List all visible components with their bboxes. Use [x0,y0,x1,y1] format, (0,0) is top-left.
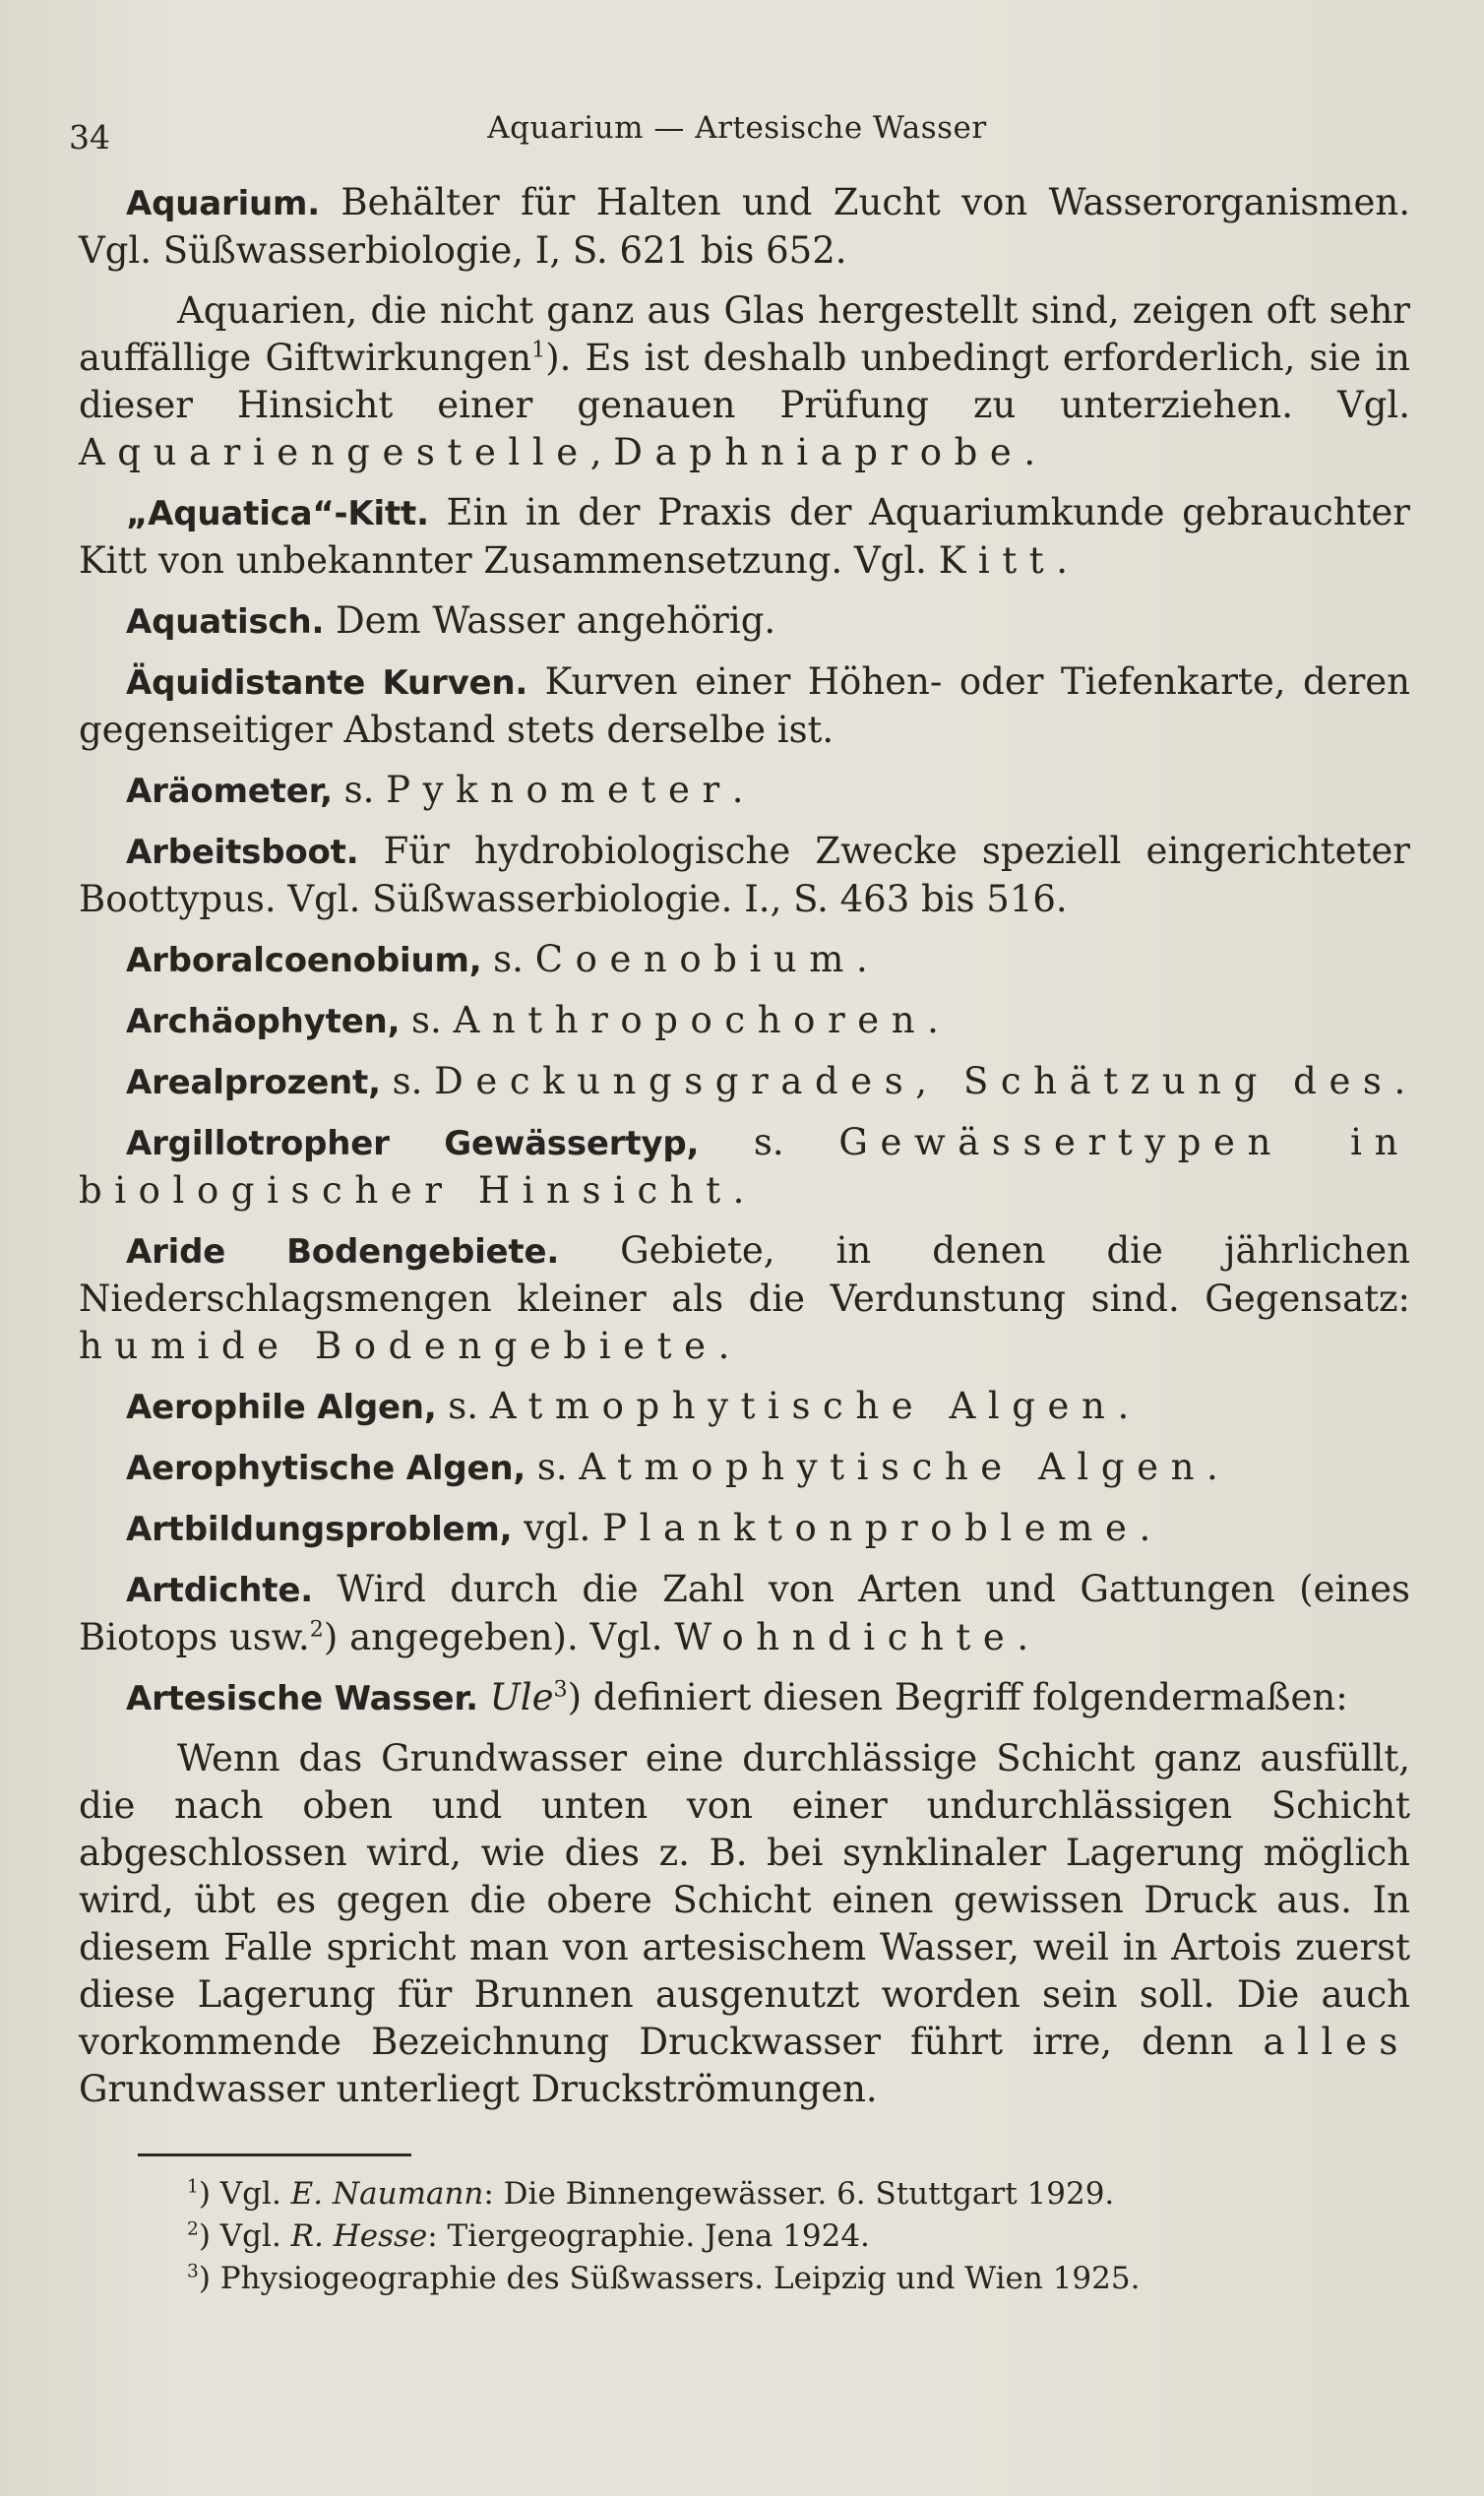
punctuation: . [1117,1385,1130,1427]
entry-araeometer [79,767,1410,815]
footnote-ref: 3 [553,1676,568,1703]
entry-headword: „Aquatica“-Kitt. [126,494,429,533]
entry-aride-bodengebiete [79,1227,1410,1370]
entry-aquarium-paragraph [79,287,1410,476]
entry-headword: Arboralcoenobium, [126,941,482,980]
entry-aerophytische-algen [79,1444,1410,1492]
space [478,1676,490,1718]
entry-headword: Arbeitsboot. [126,833,359,872]
footnote-text: : Tiergeographie. Jena 1924. [427,2218,870,2254]
entry-headword: Aquarium. [126,184,320,223]
entry-headword: Äquidistante Kurven. [126,663,528,703]
footnote-divider [138,2153,411,2156]
entry-aquarium [79,179,1410,275]
entry-argillotropher-gewaessertyp [79,1119,1410,1215]
entry-text: Gebiete, in denen die jährlichen Niederschlagsmengen kleiner als die Verdunstung sind. Gegensatz: [79,1229,1410,1320]
footnote [187,2215,1319,2258]
entry-text: s. [380,1060,435,1102]
footnote-ref: 2 [309,1616,324,1643]
punctuation: , [589,431,614,473]
entry-text: ) angegeben). Vgl. [323,1616,675,1658]
entry-text: s. [481,938,535,980]
footnote-prefix: ) Vgl. [198,2218,291,2254]
entry-aequidistante-kurven [79,658,1410,754]
footnote-prefix: ) Vgl. [198,2176,291,2212]
paragraph-text: Wenn das Grundwasser eine durchlässige Schicht ganz ausfüllt, die nach oben und unten von einer undurchlässigen Schicht abgeschlossen wird, wie dies z. B. bei synklinaler Lagerung möglich wird, übt es gegen die obere Schicht einen gewissen Druck aus. In diesem Falle spricht man von artesischem Wasser, weil in Artois zuerst diese Lagerung für Brunnen ausgenutzt worden sein soll. Die auch vorkommende Bezeichnung Druckwasser führt irre, denn [79,1737,1410,2063]
entry-headword: Aerophytische Algen, [126,1449,526,1488]
entry-text: Behälter für Halten und Zucht von Wasserorganismen. Vgl. Süßwasserbiologie, I, S. 621 bis 652. [79,181,1410,272]
entry-aquatisch [79,597,1410,646]
entry-text: vgl. [512,1507,603,1549]
entry-artbildungsproblem [79,1505,1410,1553]
footnote-mark: 2 [187,2218,199,2240]
footnote-mark: 3 [187,2261,199,2282]
cross-reference: Daphniaprobe [613,431,1024,473]
entry-text: s. [436,1385,490,1427]
punctuation: . [731,769,744,811]
page-header [69,110,1405,159]
entry-arealprozent [79,1058,1410,1106]
punctuation: . [927,999,939,1041]
entry-headword: Arealprozent, [126,1063,381,1102]
cross-reference: Coenobium [534,938,856,980]
entry-aerophile-algen [79,1383,1410,1431]
punctuation: . [1017,1616,1029,1658]
entry-headword: Aquatisch. [126,602,325,642]
entry-headword: Argillotropher Gewässertyp, [126,1124,700,1163]
dictionary-entries [79,179,1410,2126]
author-name: Ule [489,1676,554,1718]
cross-reference: humide Bodengebiete [79,1325,718,1367]
entry-text: Dem Wasser angehörig. [324,599,776,642]
footnote-text: : Die Binnengewässer. 6. Stuttgart 1929. [483,2176,1115,2212]
entry-text: s. [332,769,387,811]
footnote-author: R. Hesse [290,2218,428,2254]
cross-reference: Atmophytische Algen [579,1446,1206,1488]
footnote-prefix: ) [198,2261,220,2296]
cross-reference: Atmophytische Algen [489,1385,1118,1427]
cross-reference: Wohndichte [674,1616,1018,1658]
punctuation: . [717,1325,730,1367]
entry-artesische-wasser-quote [79,1735,1410,2113]
footnote-ref: 1 [531,337,546,363]
cross-reference: Anthropochoren [453,999,928,1041]
cross-reference: Deckungsgrades, Schätzung des [434,1060,1394,1102]
footnote-mark: 1 [187,2176,199,2198]
punctuation: . [855,938,868,980]
entry-text: s. [400,999,454,1041]
entry-headword: Aride Bodengebiete. [126,1232,560,1272]
paragraph-text: Aquarien, die nicht ganz aus Glas hergestellt sind, zeigen oft sehr auffällige Giftwirkungen [79,289,1410,379]
paragraph-text: Grundwasser unterliegt Druckströmungen. [79,2068,878,2110]
cross-reference: Pyknometer [386,769,732,811]
entry-headword: Aräometer, [126,772,333,811]
entry-archaeophyten [79,997,1410,1045]
entry-text: ) definiert diesen Begriff folgendermaßen: [567,1676,1348,1718]
entry-text: s. [526,1446,580,1488]
entry-headword: Artbildungsproblem, [126,1510,513,1549]
entry-text: Für hydrobiologische Zwecke speziell eingerichteter Boottypus. Vgl. Süßwasserbiologie. I., S. 463 bis 516. [79,830,1410,920]
entry-text: Wird durch die Zahl von Arten und Gattungen (eines Biotops usw. [79,1568,1410,1658]
footnote-author: E. Naumann [290,2176,484,2212]
entry-aquatica-kitt [79,489,1410,585]
punctuation: . [1139,1507,1151,1549]
running-head: Aquarium — Artesische Wasser [487,110,987,146]
entry-artesische-wasser [79,1674,1410,1722]
entry-headword: Artesische Wasser. [126,1679,478,1718]
entry-arbeitsboot [79,828,1410,923]
cross-reference: Planktonprobleme [602,1507,1140,1549]
cross-reference: Kitt [938,539,1057,582]
entry-artdichte [79,1566,1410,1661]
cross-reference: Aquariengestelle [79,431,590,473]
footnote [187,2258,1319,2300]
footnote-text: Physiogeographie des Süßwassers. Leipzig und Wien 1925. [219,2261,1141,2296]
page-number: 34 [69,118,110,156]
punctuation: . [1023,431,1036,473]
footnote [187,2173,1319,2215]
paragraph-text: ). Es ist deshalb unbedingt erforderlich, sie in dieser Hinsicht einer genauen Prüfung zu unterziehen. Vgl. [79,337,1411,426]
footnotes [187,2173,1319,2300]
entry-headword: Artdichte. [126,1571,313,1610]
entry-arboralcoenobium [79,936,1410,984]
entry-text: Kurven einer Höhen- oder Tiefenkarte, deren gegenseitiger Abstand stets derselbe ist. [79,660,1410,751]
entry-text: s. [699,1121,839,1163]
punctuation: . [732,1169,745,1212]
punctuation: . [1393,1060,1406,1102]
entry-headword: Archäophyten, [126,1002,401,1041]
cross-reference: Gewässertypen in biologischer Hinsicht [79,1121,1410,1212]
punctuation: . [1056,539,1069,582]
entry-headword: Aerophile Algen, [126,1388,437,1427]
emphasis: alles [1263,2021,1410,2063]
entry-text: Ein in der Praxis der Aquariumkunde gebrauchter Kitt von unbekannter Zusammensetzung. Vgl. [79,491,1410,582]
punctuation: . [1206,1446,1218,1488]
